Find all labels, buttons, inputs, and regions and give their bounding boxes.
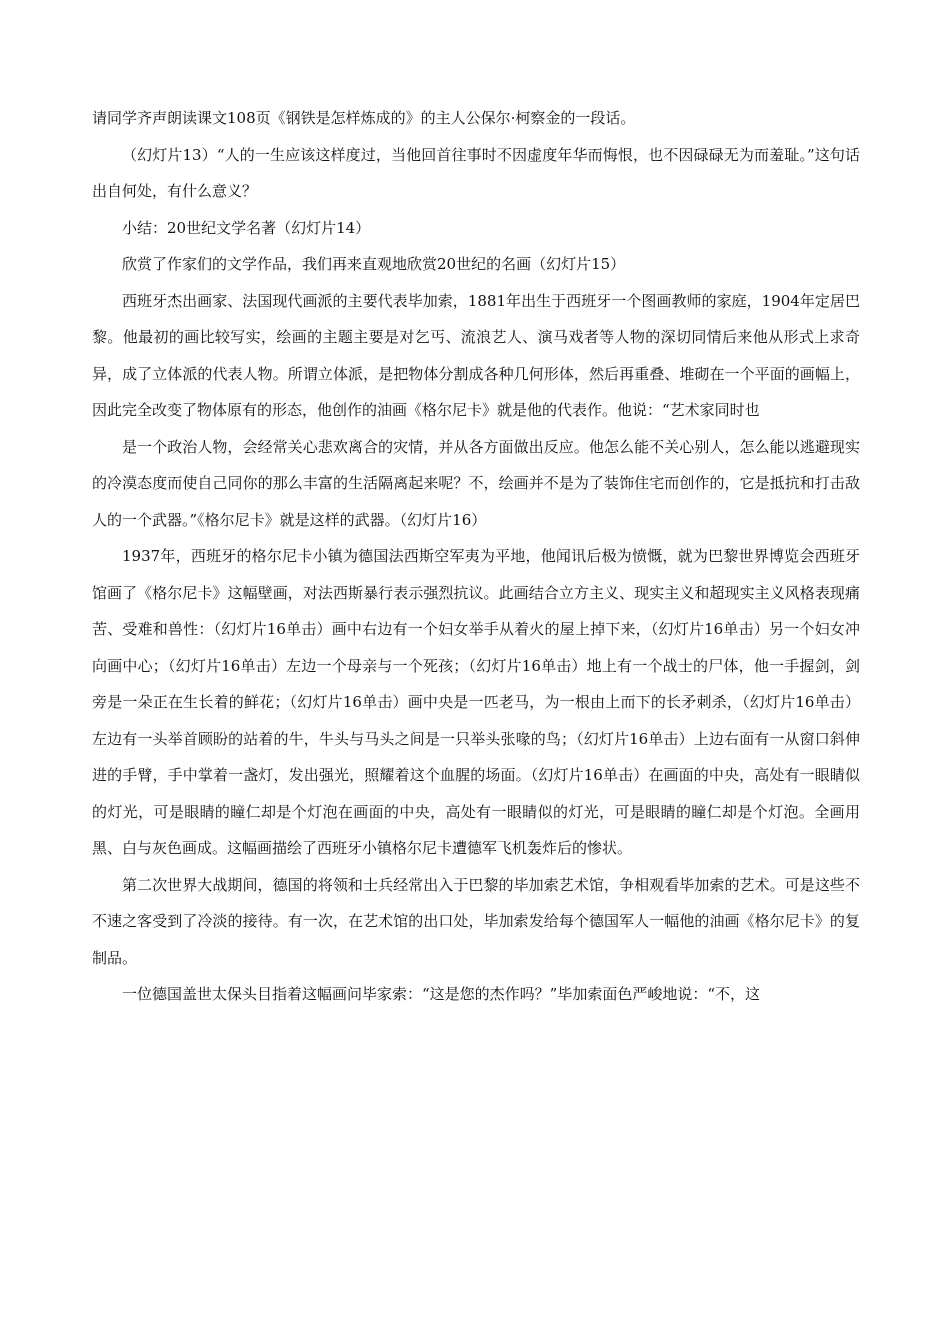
- paragraph: 一位德国盖世太保头目指着这幅画问毕家索：“这是您的杰作吗？”毕加索面色严峻地说：“不，这: [122, 985, 761, 1003]
- paragraph: 是一个政治人物，会经常关心悲欢离合的灾情，并从各方面做出反应。他怎么能不关心别人，怎么能以逃避现实的冷漠态度而使自己同你的那么丰富的生活隔离起来呢？不，绘画并不是为了装饰住宅而创作的，它是抵抗和打击敌人的一个武器。”《格尔尼卡》就是这样的武器。（幻灯片16）: [92, 437, 860, 529]
- paragraph: 1937年，西班牙的格尔尼卡小镇为德国法西斯空军夷为平地，他闻讯后极为愤慨，就为巴黎世界博览会西班牙馆画了《格尔尼卡》这幅壁画，对法西斯暴行表示强烈抗议。此画结合立方主义、现实主义和超现实主义风格表现痛苦、受难和兽性：（幻灯片16单击）画中右边有一个妇女举手从着火的屋上掉下来，（幻灯片16单击）另一个妇女冲向画中心；（幻灯片16单击）左边一个母亲与一个死孩；（幻灯片16单击）地上有一个战士的尸体，他一手握剑，剑旁是一朵正在生长着的鲜花；（幻灯片16单击）画中央是一匹老马，为一根由上而下的长矛刺杀，（幻灯片16单击）左边有一头举首顾盼的站着的牛，牛头与马头之间是一只举头张喙的鸟；（幻灯片16单击）上边右面有一从窗口斜伸进的手臂，手中掌着一盏灯，发出强光，照耀着这个血腥的场面。（幻灯片16单击）在画面的中央，高处有一眼睛似的灯光，可是眼睛的瞳仁却是个灯泡在画面的中央，高处有一眼睛似的灯光，可是眼睛的瞳仁却是个灯泡。全画用黑、白与灰色画成。这幅画描绘了西班牙小镇格尔尼卡遭德军飞机轰炸后的惨状。: [92, 547, 860, 857]
- paragraph: 欣赏了作家们的文学作品，我们再来直观地欣赏20世纪的名画（幻灯片15）: [122, 255, 626, 273]
- paragraph: 西班牙杰出画家、法国现代画派的主要代表毕加索，1881年出生于西班牙一个图画教师的家庭，1904年定居巴黎。他最初的画比较写实，绘画的主题主要是对乞丐、流浪艺人、演马戏者等人物的深切同情后来他从形式上求奇异，成了立体派的代表人物。所谓立体派，是把物体分割成各种几何形体，然后再重叠、堆砌在一个平面的画幅上，因此完全改变了物体原有的形态，他创作的油画《格尔尼卡》就是他的代表作。他说：“艺术家同时也: [92, 291, 860, 419]
- paragraph: 小结：20世纪文学名著（幻灯片14）: [122, 218, 371, 237]
- document-body: [92, 100, 860, 1013]
- paragraph: （幻灯片13）“人的一生应该这样度过，当他回首往事时不因虚度年华而悔恨，也不因碌碌无为而羞耻。”这句话出自何处，有什么意义？: [92, 145, 860, 200]
- paragraph: 请同学齐声朗读课文108页《钢铁是怎样炼成的》的主人公保尔·柯察金的一段话。: [92, 109, 636, 127]
- paragraph: 第二次世界大战期间，德国的将领和士兵经常出入于巴黎的毕加索艺术馆，争相观看毕加索的艺术。可是这些不不速之客受到了冷淡的接待。有一次，在艺术馆的出口处，毕加索发给每个德国军人一幅他的油画《格尔尼卡》的复制品。: [92, 875, 860, 967]
